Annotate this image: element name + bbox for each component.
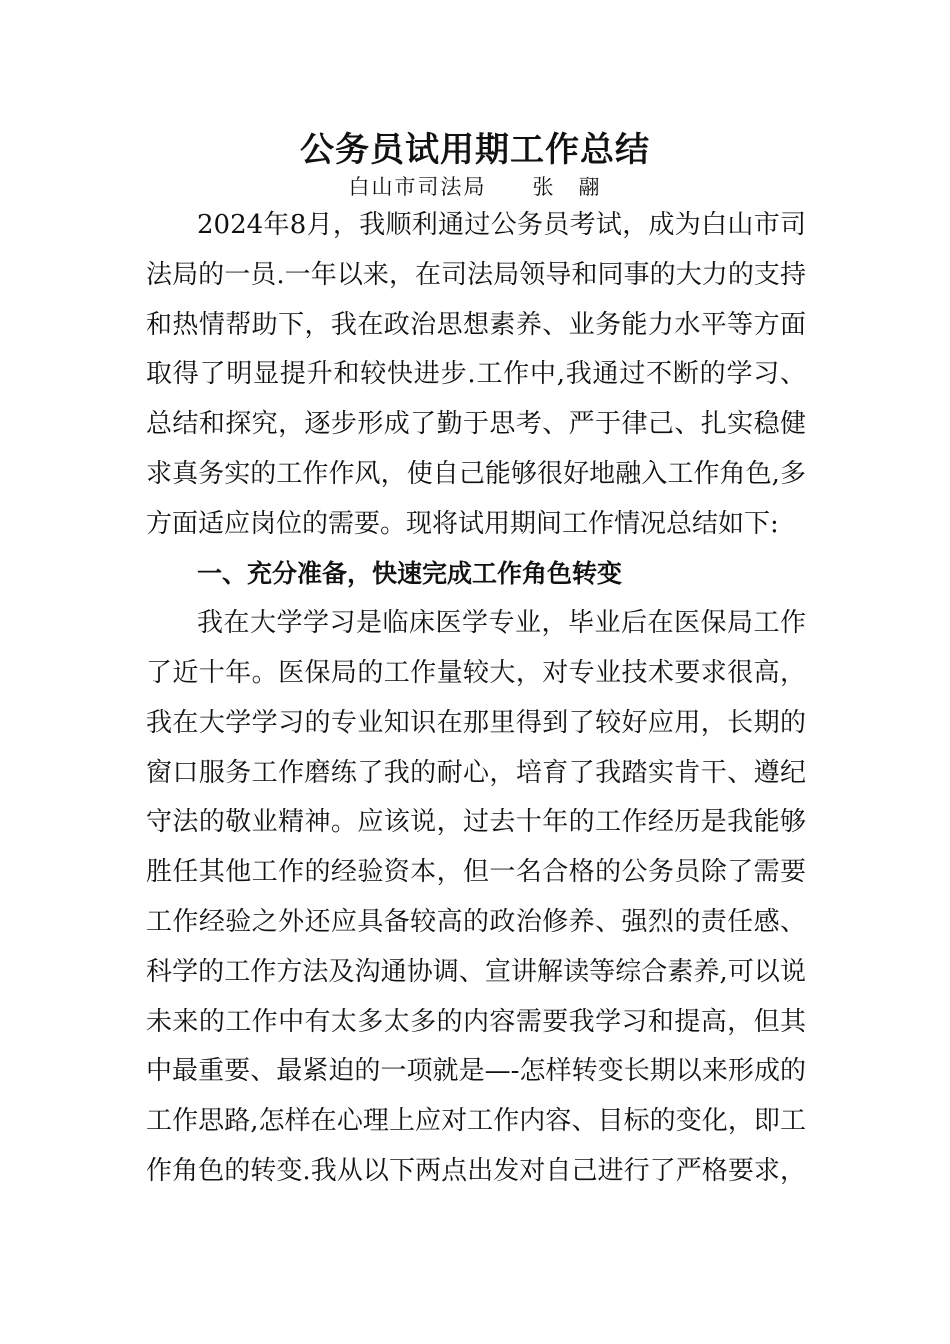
paragraph-2-line-1: 我在大学学习是临床医学专业，毕业后在医保局工作	[197, 608, 806, 638]
paragraph-2-line-3: 我在大学学习的专业知识在那里得到了较好应用，长期的	[146, 708, 806, 738]
paragraph-1-line-2: 法局的一员.一年以来，在司法局领导和同事的大力的支持	[146, 260, 806, 290]
paragraph-1-line-6: 求真务实的工作作风，使自己能够很好地融入工作角色,多	[146, 459, 806, 489]
paragraph-1-line-7: 方面适应岗位的需要。现将试用期间工作情况总结如下:	[146, 509, 779, 539]
paragraph-1-line-4: 取得了明显提升和较快进步.工作中,我通过不断的学习、	[146, 359, 806, 389]
paragraph-2-line-9: 未来的工作中有太多太多的内容需要我学习和提高，但其	[146, 1007, 806, 1037]
paragraph-1-line-5: 总结和探究，逐步形成了勤于思考、严于律己、扎实稳健	[146, 409, 806, 439]
paragraph-2-line-8: 科学的工作方法及沟通协调、宣讲解读等综合素养,可以说	[146, 957, 806, 987]
paragraph-2-line-10: 中最重要、最紧迫的一项就是—-怎样转变长期以来形成的	[146, 1056, 806, 1086]
paragraph-2-line-11: 工作思路,怎样在心理上应对工作内容、目标的变化，即工	[146, 1106, 806, 1136]
paragraph-1-line-1: 2024年8月，我顺利通过公务员考试，成为白山市司	[197, 210, 806, 240]
paragraph-2-line-6: 胜任其他工作的经验资本，但一名合格的公务员除了需要	[146, 857, 806, 887]
author-byline: 白山市司法局 张 翮	[348, 175, 602, 199]
paragraph-2-line-5: 守法的敬业精神。应该说，过去十年的工作经历是我能够	[146, 807, 806, 837]
paragraph-2-line-7: 工作经验之外还应具备较高的政治修养、强烈的责任感、	[146, 907, 806, 937]
paragraph-2-line-4: 窗口服务工作磨练了我的耐心，培育了我踏实肯干、遵纪	[146, 758, 806, 788]
section-1-heading: 一、充分准备，快速完成工作角色转变	[197, 559, 623, 588]
paragraph-2-line-2: 了近十年。医保局的工作量较大，对专业技术要求很高，	[146, 658, 806, 688]
paragraph-2-line-12: 作角色的转变.我从以下两点出发对自己进行了严格要求，	[146, 1156, 806, 1186]
paragraph-1-line-3: 和热情帮助下，我在政治思想素养、业务能力水平等方面	[146, 310, 806, 340]
document-title: 公务员试用期工作总结	[300, 130, 650, 170]
